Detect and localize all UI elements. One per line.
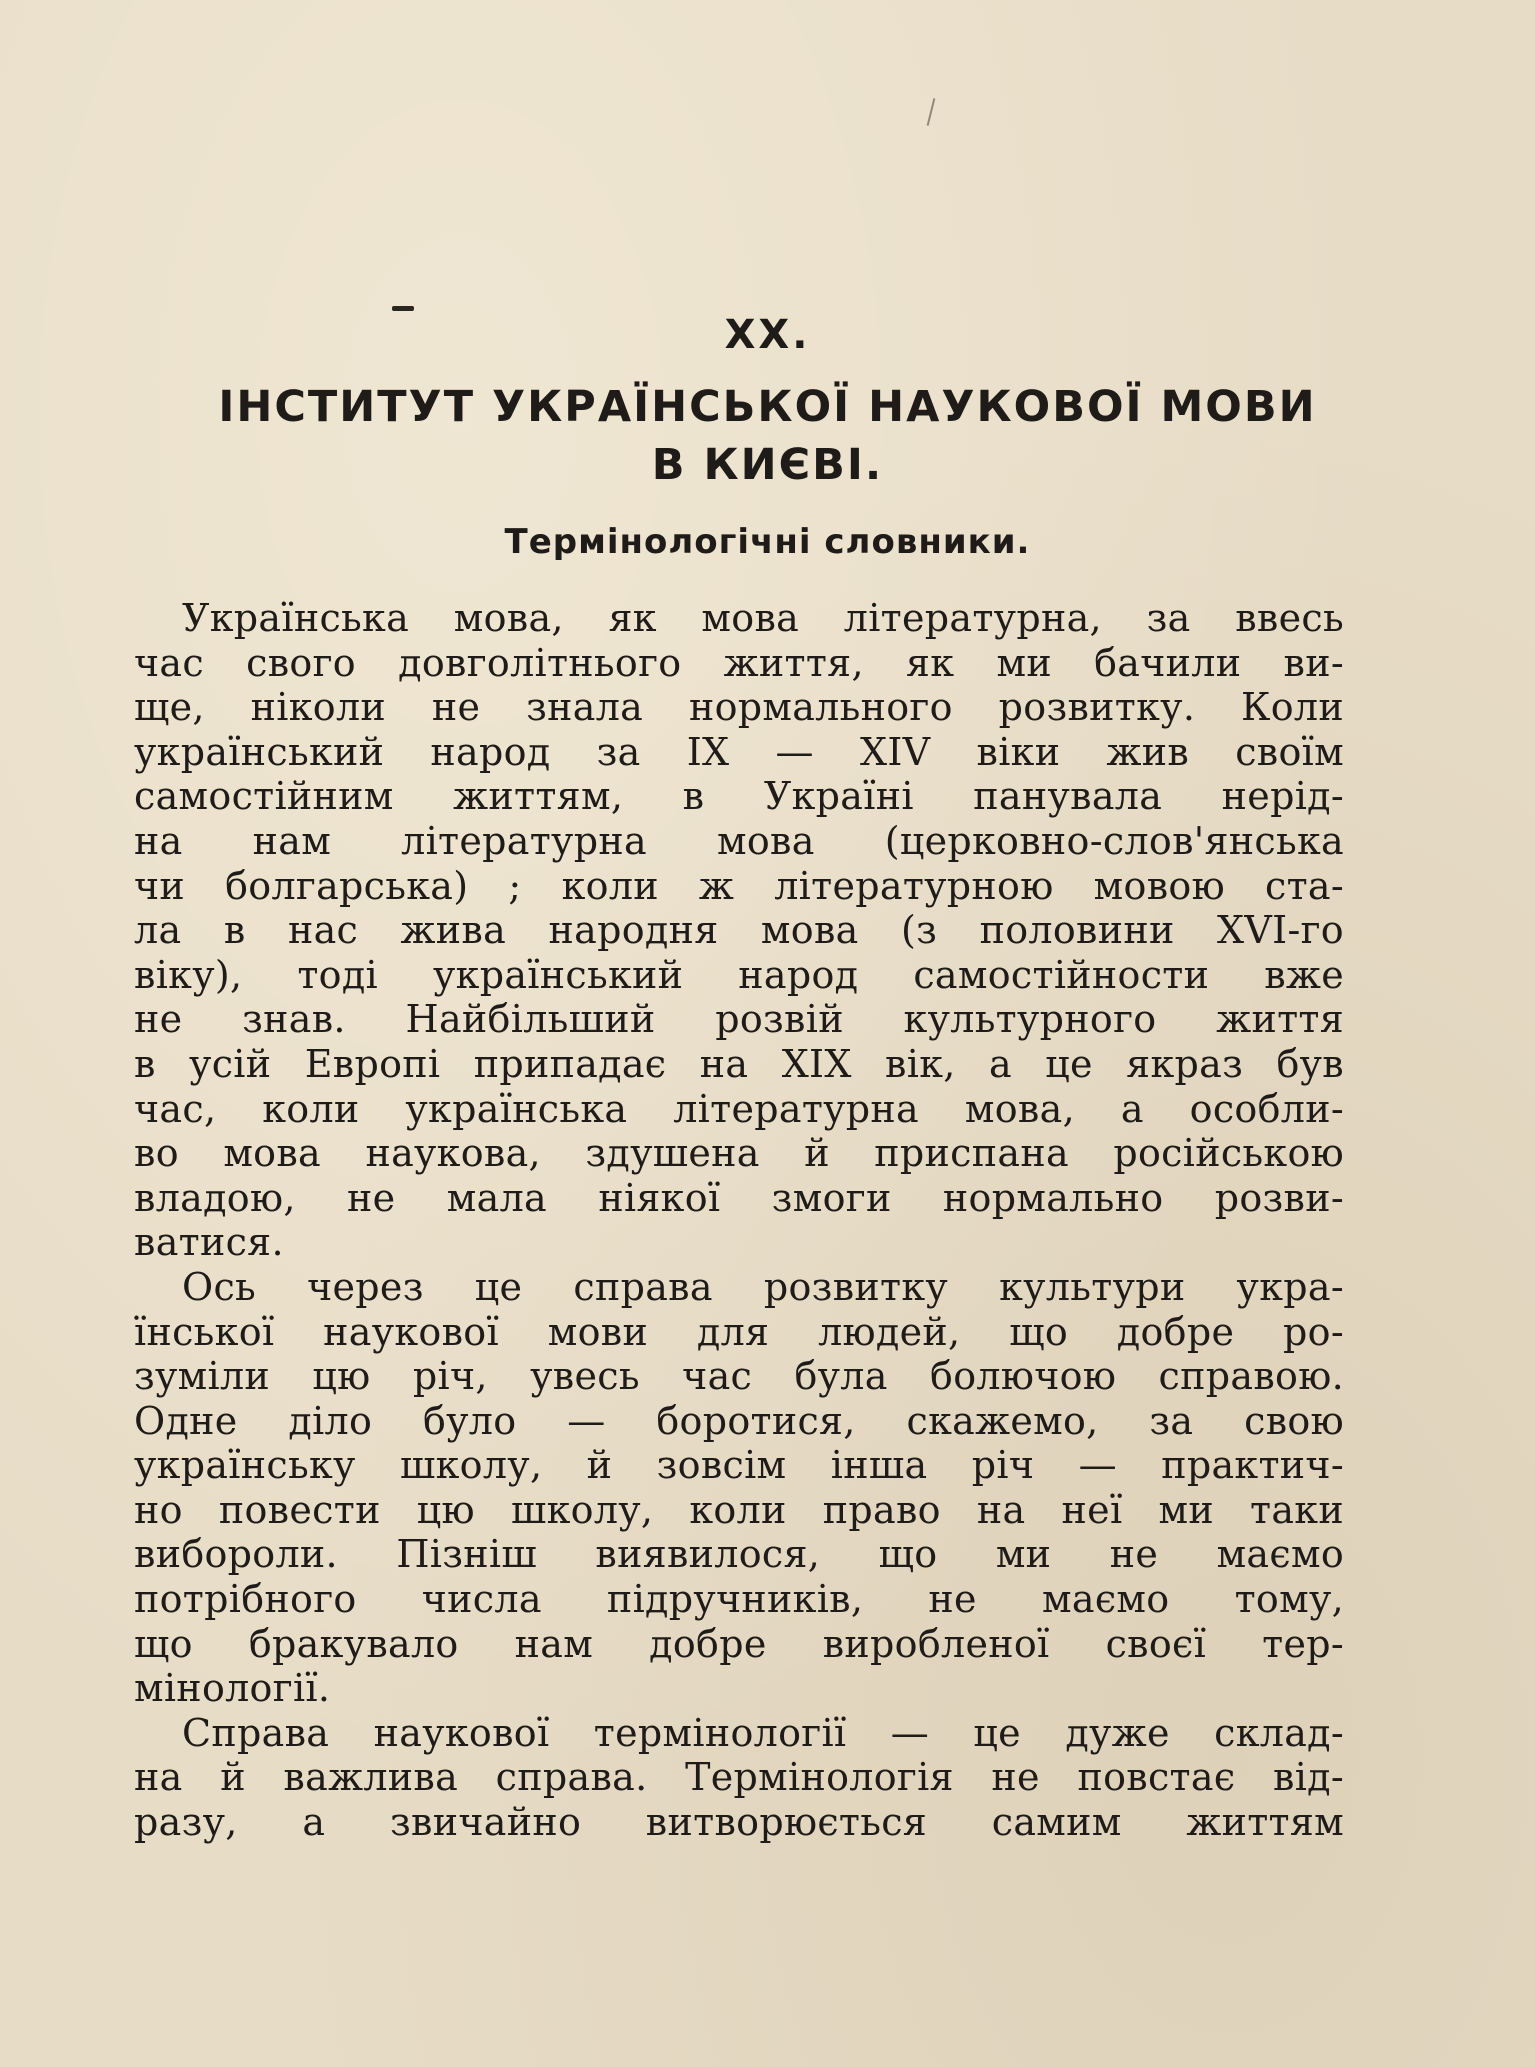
- chapter-number: XX.: [724, 312, 811, 358]
- text-line: самостійним життям, в Україні панувала нерід-: [134, 774, 1344, 819]
- section-title: Термінологічні словники.: [504, 522, 1031, 562]
- chapter-title: [0, 378, 1535, 494]
- text-line: но повести цю школу, коли право на неї ми таки: [134, 1487, 1344, 1532]
- text-line: ватися.: [134, 1220, 284, 1265]
- text-line: потрібного числа підручників, не маємо тому,: [134, 1577, 1344, 1622]
- chapter-title-line: В КИЄВІ.: [651, 440, 884, 490]
- text-line: владою, не мала ніякої змоги нормально розви-: [134, 1175, 1344, 1220]
- text-line: во мова наукова, здушена й приспана російською: [134, 1131, 1344, 1176]
- text-line: віку), тоді український народ самостійности вже: [134, 952, 1344, 997]
- text-line: ще, ніколи не знала нормального розвитку. Коли: [134, 685, 1344, 730]
- chapter-title-line: ІНСТИТУТ УКРАЇНСЬКОЇ НАУКОВОЇ МОВИ: [218, 382, 1317, 432]
- paragraph: [134, 1711, 1344, 1845]
- text-line: Одне діло було — боротися, скажемо, за свою: [134, 1398, 1344, 1443]
- paragraph: [134, 596, 1344, 1265]
- text-line: в усій Европі припадає на XIX вік, а це якраз був: [134, 1041, 1344, 1086]
- text-line: не знав. Найбільший розвій культурного життя: [134, 997, 1344, 1042]
- body-text: [134, 596, 1344, 1845]
- text-line: що бракувало нам добре виробленої своєї тер-: [134, 1621, 1344, 1666]
- text-line: Українська мова, як мова літературна, за ввесь: [182, 596, 1344, 640]
- text-line: час свого довголітнього життя, як ми бачили ви-: [134, 640, 1344, 685]
- text-line: Справа наукової термінології — це дуже склад-: [182, 1710, 1344, 1755]
- text-line: на нам літературна мова (церковно-слов'янська: [134, 818, 1344, 863]
- text-line: чи болгарська) ; коли ж літературною мовою ста-: [134, 863, 1344, 908]
- text-line: український народ за IX — XIV віки жив своїм: [134, 729, 1344, 774]
- paragraph: [134, 1265, 1344, 1711]
- text-line: українську школу, й зовсім інша річ — практич-: [134, 1443, 1344, 1488]
- text-line: їнської наукової мови для людей, що добре ро-: [134, 1309, 1344, 1354]
- printer-dash-mark: [392, 306, 414, 311]
- text-line: разу, а звичайно витворюється самим життям: [134, 1800, 1344, 1845]
- text-line: зуміли цю річ, увесь час була болючою справою.: [134, 1354, 1344, 1399]
- text-line: ла в нас жива народня мова (з половини XVI-го: [134, 908, 1344, 953]
- text-line: на й важлива справа. Термінологія не повстає від-: [134, 1755, 1344, 1800]
- scan-mark: [927, 98, 936, 126]
- text-line: Ось через це справа розвитку культури укра-: [182, 1264, 1344, 1309]
- text-line: мінології.: [134, 1666, 331, 1711]
- text-line: час, коли українська літературна мова, а особли-: [134, 1086, 1344, 1131]
- text-line: вибороли. Пізніш виявилося, що ми не маємо: [134, 1532, 1344, 1577]
